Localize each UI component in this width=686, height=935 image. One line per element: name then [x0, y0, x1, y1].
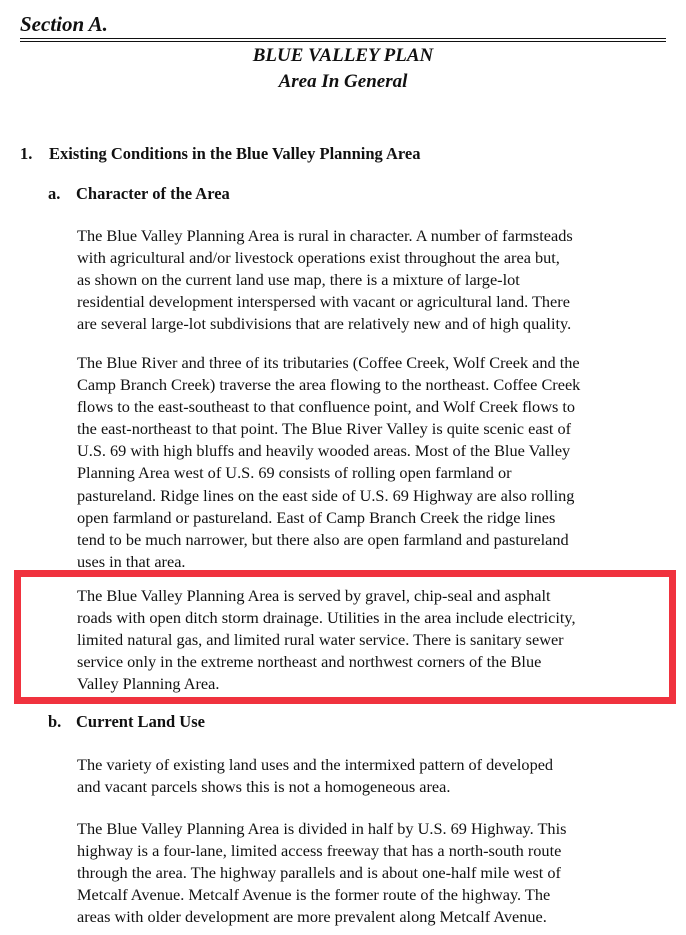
text-line: service only in the extreme northeast and northwest corners of the Blue [77, 652, 542, 672]
subsection-b-letter: b. [48, 712, 62, 731]
text-line: The Blue River and three of its tributaries (Coffee Creek, Wolf Creek and the [77, 353, 580, 372]
subsection-a-letter: a. [48, 184, 61, 203]
section-1-title: Existing Conditions in the Blue Valley Planning Area [49, 144, 421, 163]
header-rule-bottom [20, 41, 666, 42]
text-line: uses in that area. [77, 551, 186, 571]
subsection-b-title: Current Land Use [76, 712, 205, 731]
header-rule-top [20, 38, 666, 39]
text-line: Camp Branch Creek) traverse the area flowing to the northeast. Coffee Creek [77, 375, 581, 395]
subsection-a-heading [48, 183, 230, 205]
text-line: areas with older development are more prevalent along Metcalf Avenue. [77, 907, 547, 927]
text-line: pastureland. Ridge lines on the east side of U.S. 69 Highway are also rolling [77, 485, 575, 505]
text-line: Valley Planning Area. [77, 674, 220, 694]
text-line: Planning Area west of U.S. 69 consists of rolling open farmland or [77, 463, 512, 483]
section-label: Section A. [20, 12, 108, 36]
text-line: through the area. The highway parallels and is about one-half mile west of [77, 863, 561, 883]
text-line: roads with open ditch storm drainage. Utilities in the area include electricity, [77, 608, 576, 628]
text-line: open farmland or pastureland. East of Camp Branch Creek the ridge lines [77, 507, 556, 527]
text-line: the east-northeast to that point. The Blue River Valley is quite scenic east of [77, 419, 572, 439]
subsection-a-title: Character of the Area [76, 184, 230, 203]
text-line: The Blue Valley Planning Area is served by gravel, chip-seal and asphalt [77, 586, 551, 605]
text-line: The Blue Valley Planning Area is rural in character. A number of farmsteads [77, 226, 573, 245]
subsection-b-heading [48, 711, 205, 733]
text-line: and vacant parcels shows this is not a homogeneous area. [77, 777, 451, 797]
text-line: residential development interspersed with vacant or agricultural land. There [77, 292, 570, 312]
text-line: U.S. 69 with high bluffs and heavily wooded areas. Most of the Blue Valley [77, 441, 571, 461]
section-1-heading [20, 143, 421, 165]
text-line: The variety of existing land uses and the intermixed pattern of developed [77, 755, 554, 774]
paragraph-character-3 [77, 585, 677, 695]
paragraph-land-use-2 [77, 818, 677, 928]
text-line: flows to the east-southeast to that confluence point, and Wolf Creek flows to [77, 397, 576, 417]
text-line: The Blue Valley Planning Area is divided in half by U.S. 69 Highway. This [77, 819, 567, 838]
text-line: are several large-lot subdivisions that are relatively new and of high quality. [77, 314, 572, 334]
paragraph-character-1 [77, 225, 677, 335]
plan-subtitle: Area In General [278, 71, 408, 92]
plan-title: BLUE VALLEY PLAN [252, 45, 434, 66]
text-line: with agricultural and/or livestock operations exist throughout the area but, [77, 248, 560, 268]
section-1-number: 1. [20, 144, 33, 163]
text-line: Metcalf Avenue. Metcalf Avenue is the former route of the highway. The [77, 885, 551, 905]
text-line: highway is a four-lane, limited access freeway that has a north-south route [77, 841, 562, 861]
text-line: tend to be much narrower, but there also are open farmland and pastureland [77, 529, 569, 549]
paragraph-land-use-1 [77, 754, 677, 798]
text-line: limited natural gas, and limited rural water service. There is sanitary sewer [77, 630, 564, 650]
paragraph-character-2 [77, 352, 677, 573]
text-line: as shown on the current land use map, there is a mixture of large-lot [77, 270, 520, 290]
